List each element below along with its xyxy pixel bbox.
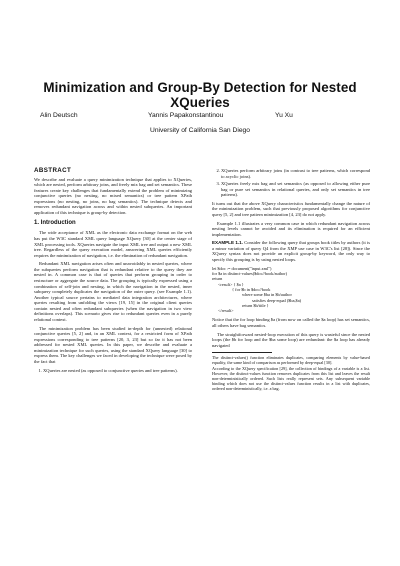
code-line: <result> { $a }	[218, 281, 244, 287]
affiliation: University of California San Diego	[150, 127, 250, 134]
code-line: return $b/title }	[242, 302, 269, 308]
challenge-list	[34, 368, 192, 374]
list-item: 2. XQueries perform arbitrary joins (in contrast to tree patterns, which correspond to acyclic joins).	[221, 168, 370, 179]
abstract-heading: ABSTRACT	[34, 167, 72, 174]
right-column	[212, 168, 370, 393]
author-name: Alin Deutsch	[40, 112, 78, 119]
list-item: 1. XQueries are nested (as opposed to conjunctive queries and tree patterns).	[43, 368, 192, 374]
footnote: According to the XQuery specification [29], the collection of bindings of a variable is a list. However, the distinct-values function removes duplicates from this list and leaves the result non-deterministically ordered. Such lists really represent sets. Any subsequent variable binding which does not use the distinct-values function results in a list with duplicates, ordered non-deterministically, i.e. a bag.	[212, 366, 370, 392]
paragraph: It turns out that the above XQuery characteristics fundamentally change the nature of the minimization problem, such that previously proposed algorithms for conjunctive query [5, 2] and tree pattern minimization [4, 23] do not apply.	[212, 200, 370, 217]
code-line: for $a in distinct-values($doc//book/author)	[212, 271, 288, 277]
example-label: EXAMPLE 1.1.	[212, 240, 243, 246]
code-line: </result>	[218, 308, 234, 314]
list-item: 3. XQueries freely mix bag and set semantics (as opposed to allowing either pure bag or pure set semantics in relational queries, and only set semantics in tree patterns).	[221, 181, 370, 198]
paragraph: The straightforward nested-loop execution of this query is wasteful since the nested loops (the $b for loop and the $ba some loop) are redundant: the $a loop has already navigated	[212, 331, 370, 348]
challenge-list	[212, 168, 370, 198]
code-listing	[212, 266, 370, 314]
abstract-text: We describe and evaluate a query minimization technique that applies to XQueries, which are nested, perform arbitrary joins, and freely mix bag and set semantics. These features create key challenges that fundamentally extend the problem of minimizing conjunctive queries (no nesting, no mixed semantics) or tree pattern XPath expressions (no nesting, no joins, no bag semantics). The technique detects and removes redundant navigation across and within nested subqueries. An important application of this technique is group-by detection.	[34, 176, 192, 215]
paragraph: Notice that the for loop binding $a (from now on called the $a loop) has set semantics, all others have bag semantics.	[212, 317, 370, 328]
author-name: Yu Xu	[275, 112, 293, 119]
footnotes	[212, 355, 370, 392]
paper-title: Minimization and Group-By Detection for Nested XQueries	[43, 80, 357, 110]
paragraph: Redundant XML navigation arises often and unavoidably in nested queries, where the subqueries perform navigation that is redundant relative to the query they are nested in. A common case is that of queries that perform grouping in order to restructure or aggregate the source data. The grouping is typically expressed using a combination of self-join and nesting, in which the navigation in the nested, inner subquery completely duplicates the navigation of the outer query. (see Example 1.1). Another typical source pertains to mediated data integration architectures, where queries resulting from unfolding the views [19, 15] in the original client queries contain nested and often redundant subqueries (when the navigation in two view definitions overlaps). This scenario gives rise to redundant queries even in a purely relational context.	[34, 261, 192, 322]
paragraph: The minimization problem has been studied in-depth for (unnested) relational conjunctive queries [5, 2] and, in an XML context, for a restricted form of XPath expressions corresponding to tree patterns [20, 3, 23] but so far it has not been addressed for nested XML queries. In this paper, we describe and evaluate a minimization technique for such queries, using the standard XQuery language [30] to express them. The key challenges we faced in developing the technique were posed by the fact that	[34, 325, 192, 364]
left-column	[34, 168, 192, 376]
code-line: let $doc := document("input.xml")	[212, 265, 272, 271]
footnote-divider	[212, 352, 272, 353]
code-line: where some $ba in $b/author	[242, 292, 292, 298]
paragraph: The wide acceptance of XML as the electronic data exchange format on the web has put the W3C standard XML query language XQuery [30] at the center stage of XML processing tools. XQueries navigate the input XML tree and output a new XML tree. Regardless of the query execution model, answering XML queries efficiently requires the minimization of navigation, i.e. the elimination of redundant navigation.	[34, 230, 192, 258]
code-line: { for $b in $doc//book	[232, 286, 271, 292]
author-name: Yannis Papakonstantinou	[148, 112, 224, 119]
section-heading: 1. Introduction	[34, 220, 76, 227]
footnote: The distinct-values() function eliminates duplicates, comparing elements by value-based equality, the same kind of comparison as performed by deep-equal [30].	[212, 354, 370, 365]
example-paragraph	[212, 240, 370, 262]
code-line: return	[212, 276, 223, 282]
paragraph: Example 1.1 illustrates a very common case in which redundant navigation across nesting levels cannot be avoided and its elimination is required for an efficient implementation.	[212, 220, 370, 237]
code-line: satisfies deep-equal ($ba,$a)	[252, 297, 302, 303]
example-text: Consider the following query that groups book titles by authors (it is a minor variation of query Q4 from the XMP use case in W3C's list [28]). Since the XQuery syntax does not provide an explicit group-by keyword, the only way to specify this grouping is by using nested loops.	[212, 240, 370, 263]
